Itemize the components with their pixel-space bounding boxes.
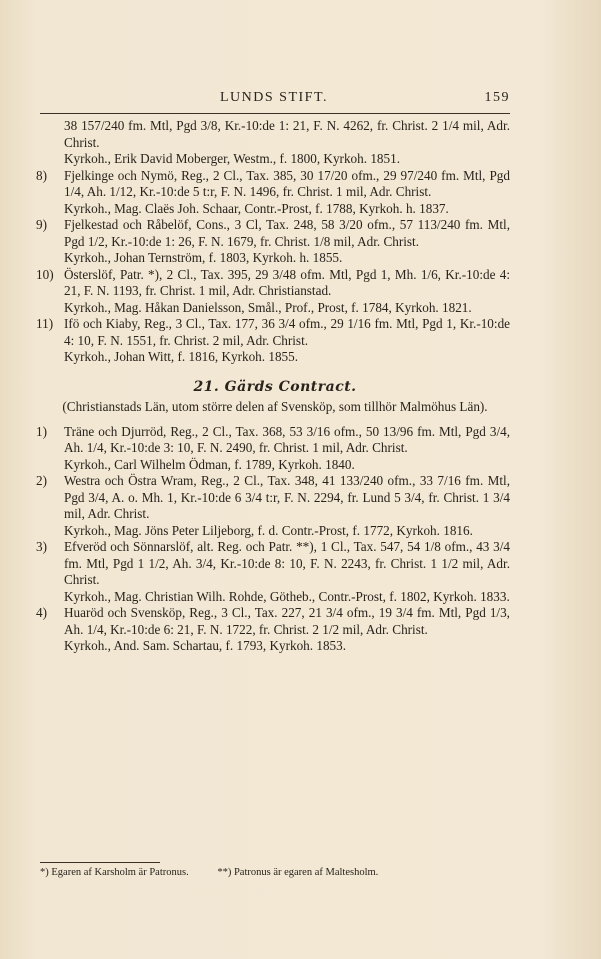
running-header (40, 90, 510, 112)
footnote-1: *) Egaren af Karsholm är Patronus. (40, 867, 189, 878)
entry-text: Träne och Djurröd, Reg., 2 Cl., Tax. 368, 53 3/16 ofm., 50 13/96 fm. Mtl, Pgd 3/4, Ah. 1/4, Kr.-10:de 3: 10, F. N. 2490, fr. Christ. 1 mil, Adr. Christ. (64, 423, 510, 455)
entry-incumbent: Kyrkoh., Mag. Christian Wilh. Rohde, Götheb., Contr.-Prost, f. 1802, Kyrkoh. 1833. (64, 588, 510, 604)
section-heading: 21. Gärds Contract. (193, 378, 357, 395)
entry-incumbent: Kyrkoh., Mag. Jöns Peter Liljeborg, f. d. Contr.-Prost, f. 1772, Kyrkoh. 1816. (64, 522, 473, 538)
parish-entry (36, 316, 511, 366)
entry-text: Fjelkinge och Nymö, Reg., 2 Cl., Tax. 385, 30 17/20 ofm., 29 97/240 fm. Mtl, Pgd 1/4, Ah. 1/12, Kr.-10:de 5 t:r, F. N. 1496, fr. Christ. 1 mil, Adr. Christ. (64, 167, 510, 199)
parish-entry (36, 605, 510, 655)
entry-number: 4) (36, 605, 47, 620)
parish-entry (40, 118, 510, 168)
entries-top (36, 118, 511, 366)
header-rule (40, 113, 510, 114)
entry-number: 3) (36, 539, 47, 554)
entry-text: Huaröd och Svensköp, Reg., 3 Cl., Tax. 227, 21 3/4 ofm., 19 3/4 fm. Mtl, Pgd 1/3, Ah. 1/4, Kr.-10:de 6: 21, F. N. 1722, fr. Christ. 2 1/2 mil, Adr. Christ. (64, 605, 510, 637)
entry-number: 11) (36, 316, 54, 331)
entry-number: 2) (36, 473, 47, 488)
entry-incumbent: Kyrkoh., Carl Wilhelm Ödman, f. 1789, Kyrkoh. 1840. (64, 456, 355, 472)
entry-incumbent: Kyrkoh., Mag. Claës Joh. Schaar, Contr.-Prost, f. 1788, Kyrkoh. h. 1837. (64, 200, 449, 216)
parish-entry (36, 423, 510, 474)
entry-number: 1) (36, 423, 47, 439)
entry-text: Efveröd och Sönnarslöf, alt. Reg. och Patr. **), 1 Cl., Tax. 547, 54 1/8 ofm., 43 3/4 fm. Mtl, Pgd 1 1/2, Ah. 3/4, Kr.-10:de 8: 10, F. N. 2243, fr. Christ. 1 1/2 mil, Adr. Christ. (64, 539, 510, 587)
entry-number: 8) (36, 167, 47, 183)
header-title: LUNDS STIFT. (220, 90, 328, 105)
entry-number: 10) (36, 266, 54, 282)
page-number: 159 (484, 90, 510, 105)
footnote-2: **) Patronus är egaren af Maltesholm. (217, 867, 379, 878)
section-subtitle: (Christianstads Län, utom större delen af Svensköp, som tillhör Malmöhus Län). (62, 399, 488, 414)
parish-entry (36, 539, 510, 605)
entry-text: Fjelkestad och Råbelöf, Cons., 3 Cl, Tax. 248, 58 3/20 ofm., 57 113/240 fm. Mtl, Pgd 1/2, Kr.-10:de 1: 26, F. N. 1679, fr. Christ. 1/8 mil, Adr. Christ. (64, 217, 510, 249)
entries-bottom (36, 423, 511, 655)
entry-text: Österslöf, Patr. *), 2 Cl., Tax. 395, 29 3/48 ofm. Mtl, Pgd 1, Mh. 1/6, Kr.-10:de 4: 21, F. N. 1193, fr. Christ. 1 mil, Adr. Christianstad. (64, 266, 510, 298)
footnote-rule (40, 862, 160, 863)
parish-entry (36, 266, 510, 317)
entry-incumbent: Kyrkoh., And. Sam. Schartau, f. 1793, Kyrkoh. 1853. (64, 638, 347, 653)
footnotes (40, 866, 510, 879)
entry-incumbent: Kyrkoh., Johan Ternström, f. 1803, Kyrkoh. h. 1855. (64, 250, 343, 265)
entry-incumbent: Kyrkoh., Mag. Håkan Danielsson, Smål., Prof., Prost, f. 1784, Kyrkoh. 1821. (64, 299, 472, 315)
entry-text: 38 157/240 fm. Mtl, Pgd 3/8, Kr.-10:de 1: 21, F. N. 4262, fr. Christ. 2 1/4 mil, Adr. Christ. (64, 118, 510, 150)
parish-entry (36, 217, 510, 267)
entry-incumbent: Kyrkoh., Johan Witt, f. 1816, Kyrkoh. 1855. (64, 349, 299, 364)
parish-entry (36, 167, 510, 218)
parish-entry (36, 473, 511, 539)
entry-text: Westra och Östra Wram, Reg., 2 Cl., Tax. 348, 41 133/240 ofm., 33 7/16 fm. Mtl, Pgd 3/4, A. o. Mh. 1, Kr.-10:de 6 3/4 t:r, F. N. 2294, fr. Lund 5 3/4, fr. Christ. 1 3/4 mil, Adr. Christ. (64, 473, 511, 521)
entry-text: Ifö och Kiaby, Reg., 3 Cl., Tax. 177, 36 3/4 ofm., 29 1/16 fm. Mtl, Pgd 1, Kr.-10:de 4: 10, F. N. 1551, fr. Christ. 2 mil, Adr. Christ. (64, 316, 511, 348)
entry-number: 9) (36, 217, 47, 232)
entry-incumbent: Kyrkoh., Erik David Moberger, Westm., f. 1800, Kyrkoh. 1851. (64, 151, 400, 166)
page-body (36, 118, 511, 655)
